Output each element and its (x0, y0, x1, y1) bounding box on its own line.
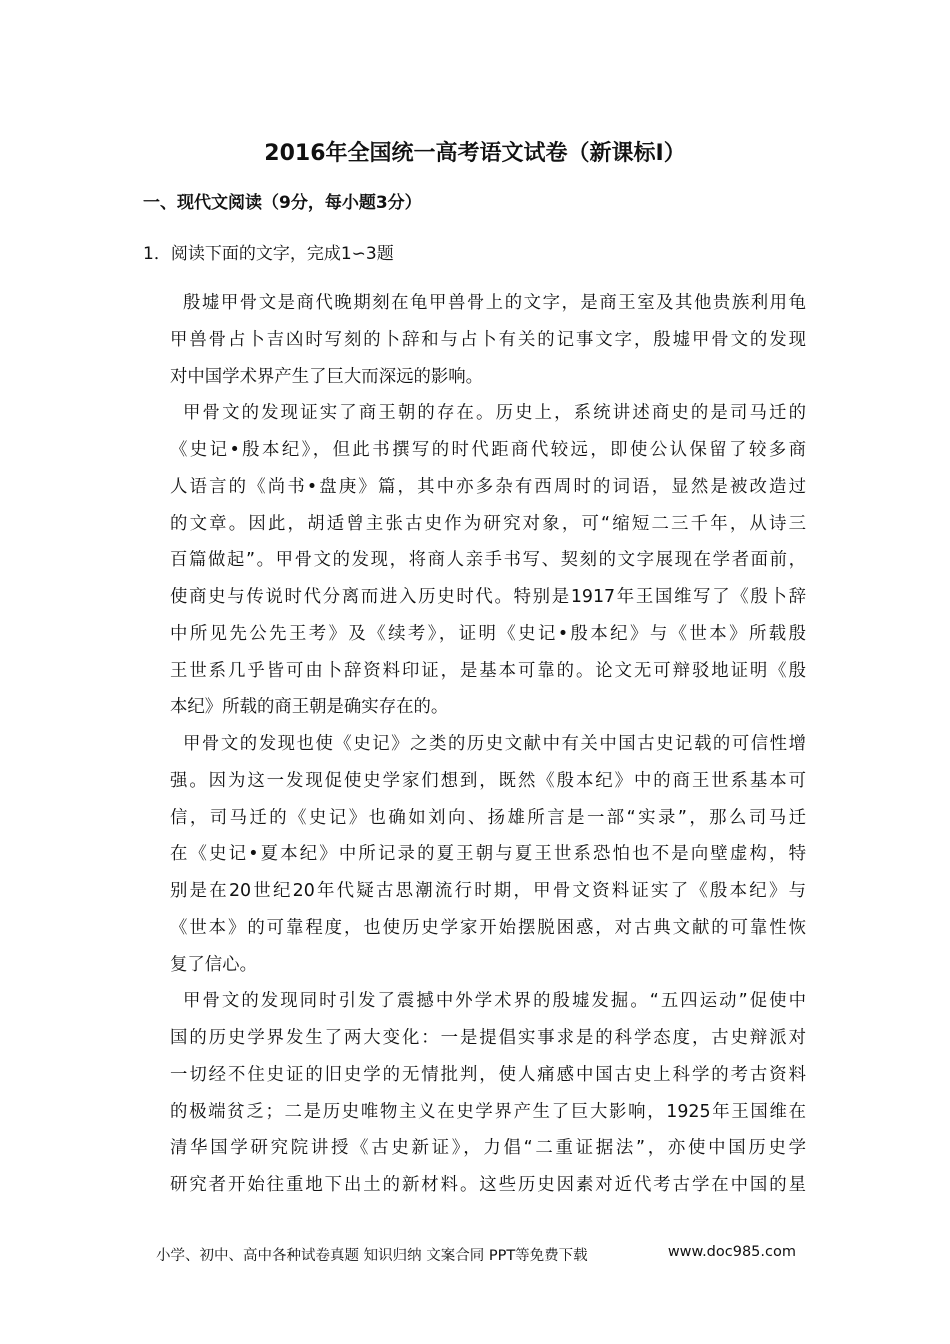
paragraph-line: 《史记•殷本纪》，但此书撰写的时代距商代较远，即使公认保留了较多商 (170, 440, 806, 460)
paragraph-line: 甲兽骨占卜吉凶时写刻的卜辞和与占卜有关的记事文字，殷墟甲骨文的发现 (170, 329, 806, 350)
paragraph-line: 清华国学研究院讲授《古史新证》，力倡“二重证据法”，亦使中国历史学 (170, 1138, 806, 1159)
paragraph (170, 395, 806, 726)
question-prompt: 1．阅读下面的文字，完成1∽3题 (143, 244, 394, 264)
footer-url[interactable]: www.doc985.com (667, 1244, 796, 1260)
paragraph-line: 别是在20世纪20年代疑古思潮流行时期，甲骨文资料证实了《殷本纪》与 (170, 881, 806, 901)
paragraph-line: 使商史与传说时代分离而进入历史时代。特别是1917年王国维写了《殷卜辞 (170, 587, 806, 607)
paragraph (170, 285, 806, 395)
paragraph-line: 国的历史学界发生了两大变化：一是提倡实事求是的科学态度，古史辩派对 (170, 1028, 806, 1048)
paragraph-line: 《世本》的可靠程度，也使历史学家开始摆脱困惑，对古典文献的可靠性恢 (170, 917, 806, 938)
paragraph-line: 在《史记•夏本纪》中所记录的夏王朝与夏王世系恐怕也不是向壁虚构，特 (170, 844, 806, 865)
paragraph-line: 人语言的《尚书•盘庚》篇，其中亦多杂有西周时的词语，显然是被改造过 (170, 476, 806, 497)
paragraph-line: 本纪》所载的商王朝是确实存在的。 (170, 697, 449, 718)
passage (170, 285, 806, 1204)
paragraph-line: 复了信心。 (170, 954, 257, 975)
paragraph (170, 983, 806, 1204)
paragraph-line: 对中国学术界产生了巨大而深远的影响。 (170, 366, 484, 387)
paragraph-line: 百篇做起”。甲骨文的发现，将商人亲手书写、契刻的文字展现在学者面前， (170, 550, 806, 571)
paragraph-line: 研究者开始往重地下出土的新材料。这些历史因素对近代考古学在中国的星 (170, 1175, 806, 1195)
paragraph-line: 信，司马迁的《史记》也确如刘向、扬雄所言是一部“实录”，那么司马迁 (170, 807, 806, 828)
paragraph (170, 726, 806, 983)
paragraph-line: 殷墟甲骨文是商代晚期刻在龟甲兽骨上的文字，是商王室及其他贵族利用龟 (183, 293, 806, 313)
paragraph-line: 一切经不住史证的旧史学的无情批判，使人痛感中国古史上科学的考古资料 (170, 1064, 806, 1085)
paragraph-line: 甲骨文的发现也使《史记》之类的历史文献中有关中国古史记载的可信性增 (183, 734, 806, 754)
paragraph-line: 强。因为这一发现促使史学家们想到，既然《殷本纪》中的商王世系基本可 (170, 770, 806, 791)
footer (156, 1244, 796, 1265)
paragraph-line: 王世系几乎皆可由卜辞资料印证，是基本可靠的。论文无可辩驳地证明《殷 (170, 660, 806, 681)
paragraph-line: 的文章。因此，胡适曾主张古史作为研究对象，可“缩短二三千年，从诗三 (170, 513, 806, 534)
paragraph-line: 的极端贫乏；二是历史唯物主义在史学界产生了巨大影响，1925年王国维在 (170, 1101, 806, 1122)
paragraph-line: 甲骨文的发现同时引发了震撼中外学术界的殷墟发掘。“五四运动”促使中 (183, 991, 806, 1012)
section-heading: 一、现代文阅读（9分，每小题3分） (143, 193, 422, 213)
footer-text: 小学、初中、高中各种试卷真题 知识归纳 文案合同 PPT等免费下载 (156, 1248, 588, 1264)
paragraph-line: 甲骨文的发现证实了商王朝的存在。历史上，系统讲述商史的是司马迁的 (183, 403, 806, 424)
paragraph-line: 中所见先公先王考》及《续考》，证明《史记•殷本纪》与《世本》所载殷 (170, 623, 806, 644)
document-title: 2016年全国统一高考语文试卷（新课标Ⅰ） (264, 141, 686, 166)
